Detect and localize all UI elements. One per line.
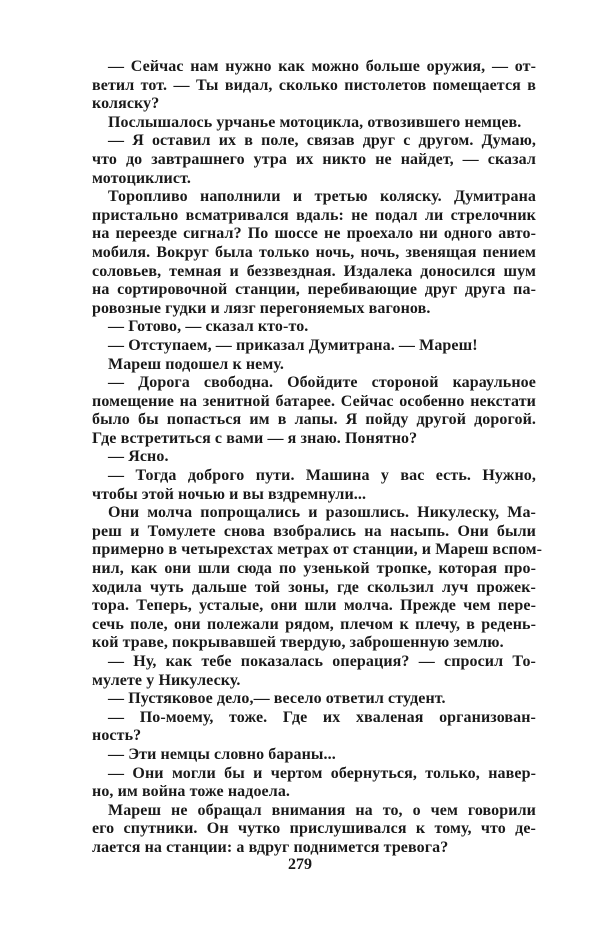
text-line: Они молча попрощались и разошлись. Никулеску, Ма- xyxy=(108,504,536,522)
text-line: — Готово, — сказал кто-то. xyxy=(108,318,309,336)
text-line: мотоциклист. xyxy=(92,169,191,187)
text-line: ходила чуть дальше той зоны, где скользил луч прожек- xyxy=(92,578,536,596)
book-page-text xyxy=(92,58,543,858)
text-line: на переезде сигнал? По шоссе не проехало ни одного авто- xyxy=(92,225,536,243)
text-line: помещение на зенитной батарее. Сейчас особенно некстати xyxy=(92,392,536,410)
text-line: чтобы этой ночью и вы вздремнули... xyxy=(92,485,367,503)
text-line: пристально всматривался вдаль: не подал ли стрелочник xyxy=(92,206,536,224)
text-line: мобиля. Вокруг была только ночь, ночь, звенящая пением xyxy=(92,243,536,261)
text-line: — Ясно. xyxy=(108,448,169,466)
text-line: нил, как они шли сюда по узенькой тропке, которая про- xyxy=(92,560,536,578)
text-line: кой траве, покрывавшей твердую, заброшенную землю. xyxy=(92,634,504,652)
text-line: лается на станции: а вдруг поднимется тревога? xyxy=(92,838,449,856)
text-line: Торопливо наполнили и третью коляску. Думитрана xyxy=(108,188,536,206)
text-line: на сортировочной станции, перебивающие друг друга па- xyxy=(92,281,536,299)
text-line: сечь поле, они полежали рядом, плечом к плечу, в редень- xyxy=(92,615,536,633)
text-line: мулете у Никулеску. xyxy=(92,671,241,689)
text-line: было бы попасться им в лапы. Я пойду другой дорогой. xyxy=(92,411,536,429)
text-line: Послышалось урчанье мотоцикла, отвозившего немцев. xyxy=(108,113,522,131)
text-line: примерно в четырехстах метрах от станции, и Мареш вспом- xyxy=(92,541,543,559)
text-line: его спутники. Он чутко прислушивался к тому, что де- xyxy=(92,820,536,838)
text-line: Где встретиться с вами — я знаю. Понятно? xyxy=(92,429,418,447)
text-line: коляску? xyxy=(92,95,160,113)
text-line: ность? xyxy=(92,727,142,745)
text-line: реш и Томулете снова взобрались на насыпь. Они были xyxy=(92,522,536,540)
text-line: тора. Теперь, усталые, они шли молча. Прежде чем пере- xyxy=(92,597,536,615)
text-line: но, им война тоже надоела. xyxy=(92,783,291,801)
text-line: ветил тот. — Ты видал, сколько пистолетов помещается в xyxy=(92,76,536,94)
text-line: — Они могли бы и чертом обернуться, только, навер- xyxy=(108,764,536,782)
text-line: — Сейчас нам нужно как можно больше оружия, — от- xyxy=(108,58,536,75)
text-line: соловьев, темная и беззвездная. Издалека доносился шум xyxy=(92,262,536,280)
text-line: — Ну, как тебе показалась операция? — спросил То- xyxy=(108,653,536,670)
text-line: — Отступаем, — приказал Думитрана. — Мареш! xyxy=(108,336,478,354)
text-line: — По-моему, тоже. Где их хваленая организован- xyxy=(108,708,536,726)
text-line: — Я оставил их в поле, связав друг с другом. Думаю, xyxy=(108,132,536,150)
text-line: — Пустяковое дело,— весело ответил студент. xyxy=(108,690,446,708)
text-line: Мареш подошел к нему. xyxy=(108,355,284,373)
text-line: Мареш не обращал внимания на то, о чем говорили xyxy=(108,801,536,819)
text-line: что до завтрашнего утра их никто не найдет, — сказал xyxy=(92,150,536,168)
text-line: — Эти немцы словно бараны... xyxy=(108,745,336,763)
text-line: — Дорога свободна. Обойдите стороной караульное xyxy=(108,374,536,392)
text-line: ровозные гудки и лязг перегоняемых вагонов. xyxy=(92,299,431,317)
text-line: — Тогда доброго пути. Машина у вас есть. Нужно, xyxy=(108,467,536,485)
page-number: 279 xyxy=(288,856,312,873)
